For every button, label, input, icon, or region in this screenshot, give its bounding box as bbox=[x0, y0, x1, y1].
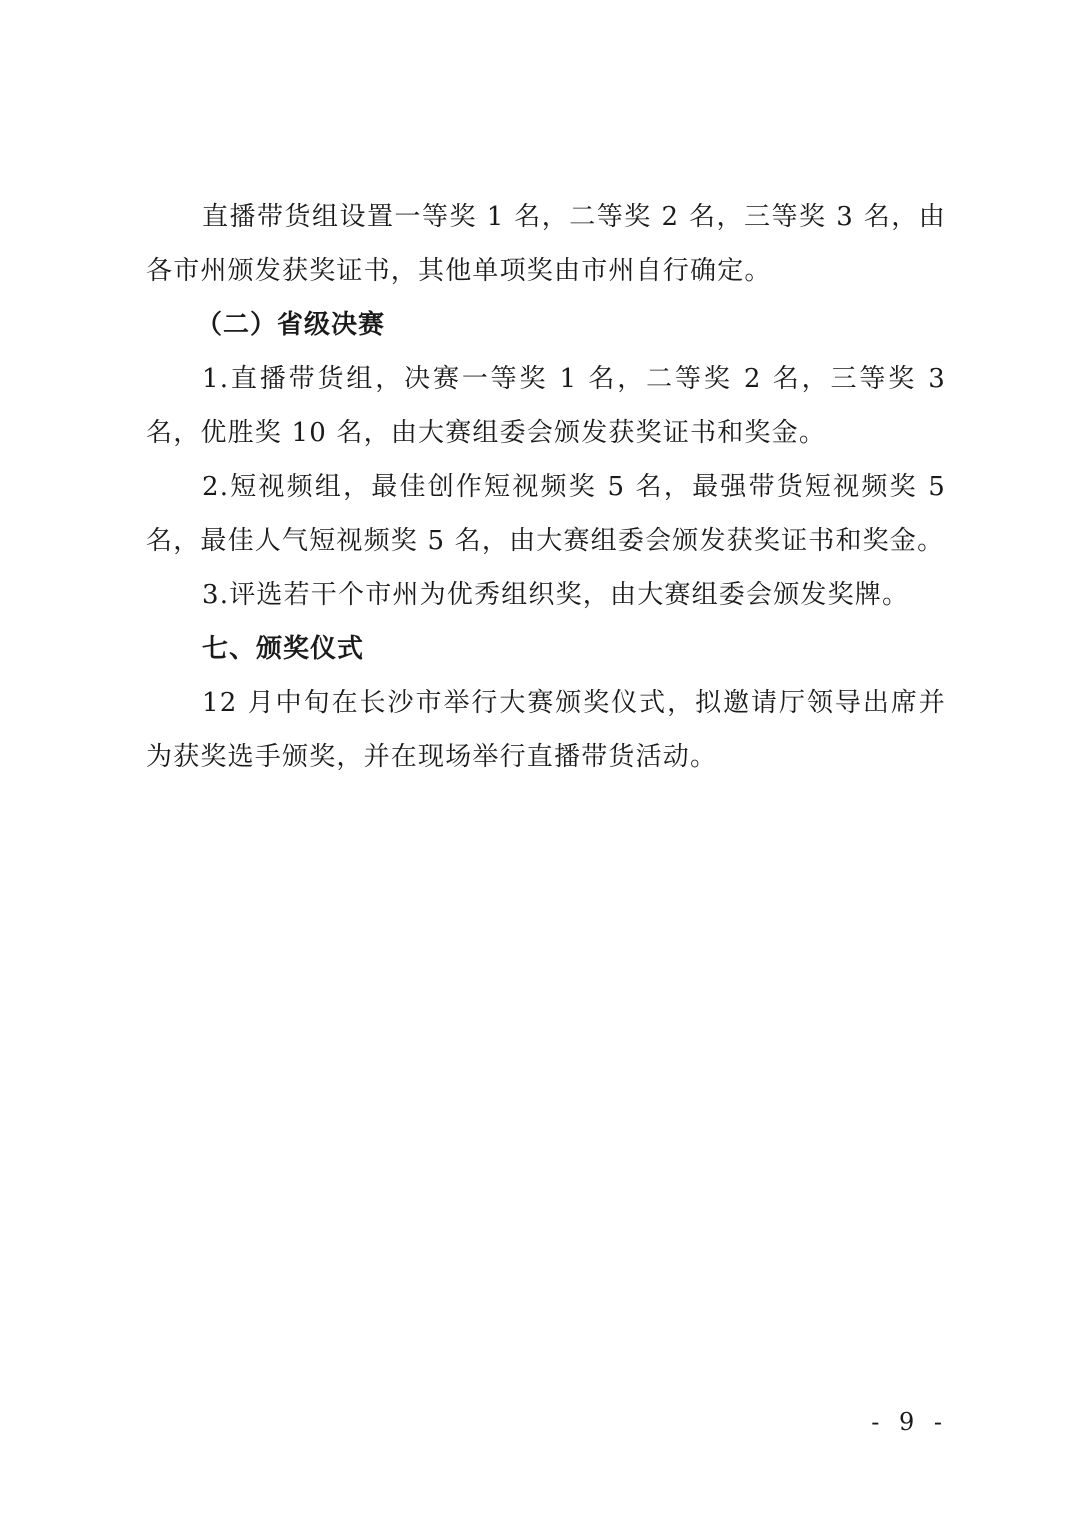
paragraph-municipal-awards: 直播带货组设置一等奖 1 名，二等奖 2 名，三等奖 3 名，由各市州颁发获奖证书，其他单项奖由市州自行确定。 bbox=[146, 202, 946, 286]
document-body bbox=[146, 190, 946, 784]
section-heading-award-ceremony: 七、颁奖仪式 bbox=[202, 634, 365, 664]
section-heading-provincial-final: （二）省级决赛 bbox=[196, 310, 386, 340]
paragraph-organization-award: 3.评选若干个市州为优秀组织奖，由大赛组委会颁发奖牌。 bbox=[202, 580, 910, 610]
page-number: - 9 - bbox=[871, 1408, 948, 1436]
paragraph-ceremony-details: 12 月中旬在长沙市举行大赛颁奖仪式，拟邀请厅领导出席并为获奖选手颁奖，并在现场举行直播带货活动。 bbox=[146, 688, 946, 772]
paragraph-livestream-awards: 1.直播带货组，决赛一等奖 1 名，二等奖 2 名，三等奖 3 名，优胜奖 10 名，由大赛组委会颁发获奖证书和奖金。 bbox=[146, 364, 946, 448]
paragraph-short-video-awards: 2.短视频组，最佳创作短视频奖 5 名，最强带货短视频奖 5 名，最佳人气短视频奖 5 名，由大赛组委会颁发获奖证书和奖金。 bbox=[146, 472, 946, 556]
